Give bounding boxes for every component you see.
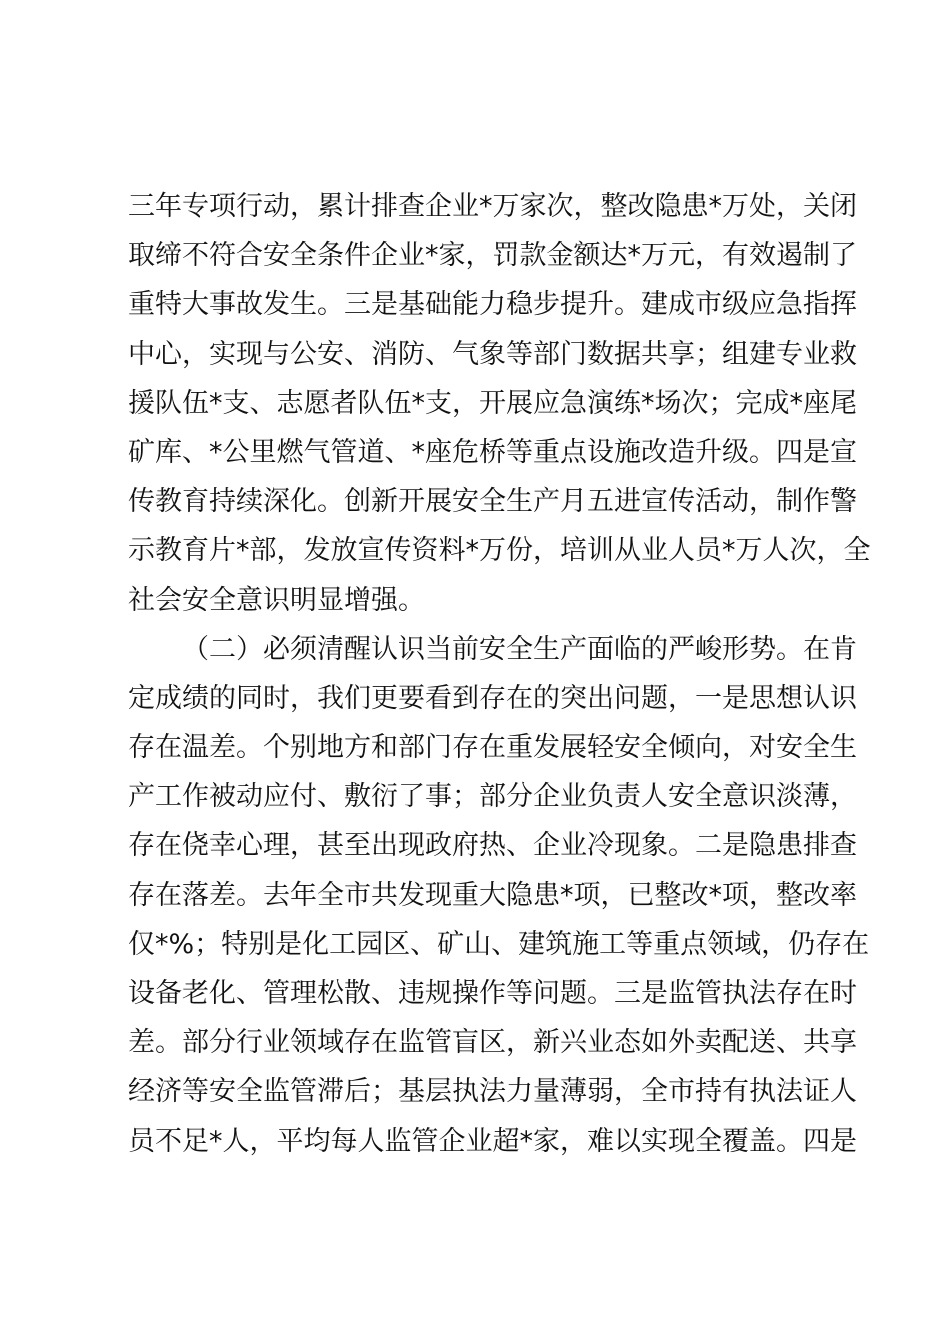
text-line: 矿库、*公里燃气管道、*座危桥等重点设施改造升级。四是宣 xyxy=(128,436,857,468)
text-line: （二）必须清醒认识当前安全生产面临的严峻形势。在肯 xyxy=(182,633,857,665)
text-line: 定成绩的同时，我们更要看到存在的突出问题，一是思想认识 xyxy=(128,682,857,714)
text-line: 产工作被动应付、敷衍了事；部分企业负责人安全意识淡薄， xyxy=(128,781,857,813)
text-line: 存在温差。个别地方和部门存在重发展轻安全倾向，对安全生 xyxy=(128,732,857,764)
paragraph-2 xyxy=(128,625,870,1166)
paragraph-1 xyxy=(128,182,871,625)
text-line: 差。部分行业领域存在监管盲区，新兴业态如外卖配送、共享 xyxy=(128,1027,857,1059)
text-line: 取缔不符合安全条件企业*家，罚款金额达*万元，有效遏制了 xyxy=(128,240,857,272)
text-line: 设备老化、管理松散、违规操作等问题。三是监管执法存在时 xyxy=(128,978,857,1009)
text-line: 存在落差。去年全市共发现重大隐患*项，已整改*项，整改率 xyxy=(128,879,857,911)
text-line: 存在侥幸心理，甚至出现政府热、企业冷现象。二是隐患排查 xyxy=(128,830,857,862)
text-line: 示教育片*部，发放宣传资料*万份，培训从业人员*万人次，全 xyxy=(128,535,871,567)
text-line: 重特大事故发生。三是基础能力稳步提升。建成市级应急指挥 xyxy=(128,289,857,321)
text-line: 员不足*人，平均每人监管企业超*家，难以实现全覆盖。四是 xyxy=(128,1125,857,1157)
text-line: 援队伍*支、志愿者队伍*支，开展应急演练*场次；完成*座尾 xyxy=(128,387,857,419)
text-line: 三年专项行动，累计排查企业*万家次，整改隐患*万处，关闭 xyxy=(128,191,857,222)
text-line: 社会安全意识明显增强。 xyxy=(128,584,425,616)
text-line: 仅*%；特别是化工园区、矿山、建筑施工等重点领域，仍存在 xyxy=(128,928,870,960)
text-line: 中心，实现与公安、消防、气象等部门数据共享；组建专业救 xyxy=(128,338,857,370)
text-line: 传教育持续深化。创新开展安全生产月五进宣传活动，制作警 xyxy=(128,486,857,518)
text-line: 经济等安全监管滞后；基层执法力量薄弱，全市持有执法证人 xyxy=(128,1076,857,1108)
document-body xyxy=(128,182,871,1166)
